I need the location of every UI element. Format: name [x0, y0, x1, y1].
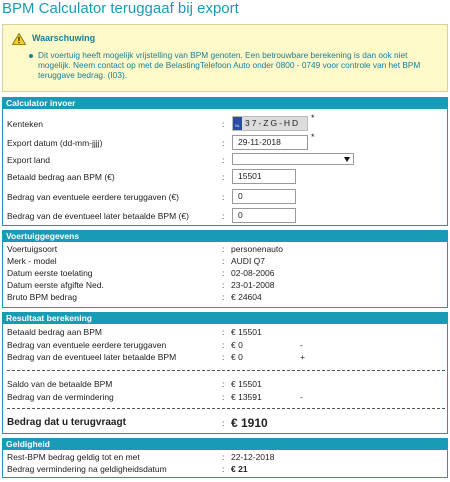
resultaat-label: Bedrag van de vermindering: [7, 392, 114, 402]
colon: :: [222, 327, 225, 337]
minus-sign: -: [300, 392, 303, 402]
warning-box: [2, 24, 448, 92]
bullet: [29, 54, 33, 58]
total-value: € 1910: [231, 416, 268, 430]
geldigheid-section: [2, 438, 448, 478]
kenteken-plate[interactable]: [232, 116, 308, 131]
warning-title: Waarschuwing: [32, 33, 96, 43]
kenteken-label: Kenteken: [7, 119, 43, 129]
colon: :: [222, 352, 225, 362]
chevron-down-icon: [344, 157, 350, 162]
nl-flag-icon: NL: [233, 117, 242, 130]
voertuig-label: Datum eerste toelating: [7, 268, 93, 278]
resultaat-label: Betaald bedrag aan BPM: [7, 327, 102, 337]
voertuiggegevens-section: [2, 230, 448, 308]
geldigheid-label: Bedrag vermindering na geldigheidsdatum: [7, 464, 167, 474]
plus-sign: +: [300, 352, 305, 362]
page-title: BPM Calculator teruggaaf bij export: [2, 0, 239, 17]
eerdere-label: Bedrag van eventuele eerdere teruggaven (€): [7, 192, 180, 202]
minus-sign: -: [300, 340, 303, 350]
kenteken-value: 37-ZG-HD: [245, 118, 301, 128]
total-label: Bedrag dat u terugvraagt: [7, 417, 126, 428]
resultaat-value: € 0: [231, 352, 243, 362]
colon: :: [222, 392, 225, 402]
eerdere-input[interactable]: 0: [232, 189, 296, 204]
export-land-select[interactable]: [232, 153, 354, 165]
export-datum-input[interactable]: 29-11-2018: [232, 135, 308, 150]
required-mark: *: [311, 113, 315, 123]
voertuig-value: € 24604: [231, 292, 262, 302]
voertuig-label: Voertuigsoort: [7, 244, 58, 254]
colon: :: [222, 155, 225, 165]
colon: :: [222, 192, 225, 202]
colon: :: [222, 211, 225, 221]
resultaat-label: Bedrag van eventuele eerdere teruggaven: [7, 340, 167, 350]
section-header: Resultaat berekening: [3, 313, 447, 324]
voertuig-label: Merk - model: [7, 256, 57, 266]
resultaat-label: Bedrag van de eventueel later betaalde BPM: [7, 352, 177, 362]
voertuig-label: Datum eerste afgifte Ned.: [7, 280, 104, 290]
geldigheid-value: 22-12-2018: [231, 452, 275, 462]
divider: [7, 408, 445, 409]
voertuig-value: 02-08-2006: [231, 268, 275, 278]
geldigheid-value: € 21: [231, 464, 248, 474]
colon: :: [222, 119, 225, 129]
export-land-label: Export land: [7, 155, 50, 165]
calculator-invoer-section: [2, 97, 448, 226]
section-header: Geldigheid: [3, 439, 447, 450]
later-input[interactable]: 0: [232, 208, 296, 223]
colon: :: [222, 138, 225, 148]
colon: :: [222, 268, 225, 278]
resultaat-value: € 0: [231, 340, 243, 350]
colon: :: [222, 452, 225, 462]
geldigheid-label: Rest-BPM bedrag geldig tot en met: [7, 452, 140, 462]
colon: :: [222, 418, 225, 428]
colon: :: [222, 280, 225, 290]
voertuig-label: Bruto BPM bedrag: [7, 292, 77, 302]
warning-triangle-icon: [12, 33, 26, 45]
export-datum-label: Export datum (dd-mm-jjjj): [7, 138, 103, 148]
resultaat-label: Saldo van de betaalde BPM: [7, 379, 113, 389]
resultaat-value: € 13591: [231, 392, 262, 402]
betaald-label: Betaald bedrag aan BPM (€): [7, 172, 115, 182]
colon: :: [222, 244, 225, 254]
voertuig-value: personenauto: [231, 244, 283, 254]
resultaat-value: € 15501: [231, 327, 262, 337]
required-mark: *: [311, 132, 315, 142]
colon: :: [222, 464, 225, 474]
voertuig-value: AUDI Q7: [231, 256, 266, 266]
warning-text: Dit voertuig heeft mogelijk vrijstelling van BPM genoten. Een betrouwbare berekening is dan ook niet mogelijk. Neem contact op met de BelastingTelefoon Auto onder 0800 - 0749 voor controle van het BPM teruggave bedrag. (I03).: [38, 50, 421, 80]
later-label: Bedrag van de eventueel later betaalde BPM (€): [7, 211, 189, 221]
colon: :: [222, 379, 225, 389]
resultaat-value: € 15501: [231, 379, 262, 389]
divider: [7, 370, 445, 371]
section-header: Voertuiggegevens: [3, 231, 447, 242]
colon: :: [222, 256, 225, 266]
colon: :: [222, 340, 225, 350]
resultaat-section: [2, 312, 448, 434]
section-header: Calculator invoer: [3, 98, 447, 109]
voertuig-value: 23-01-2008: [231, 280, 275, 290]
betaald-input[interactable]: 15501: [232, 169, 296, 184]
colon: :: [222, 172, 225, 182]
colon: :: [222, 292, 225, 302]
